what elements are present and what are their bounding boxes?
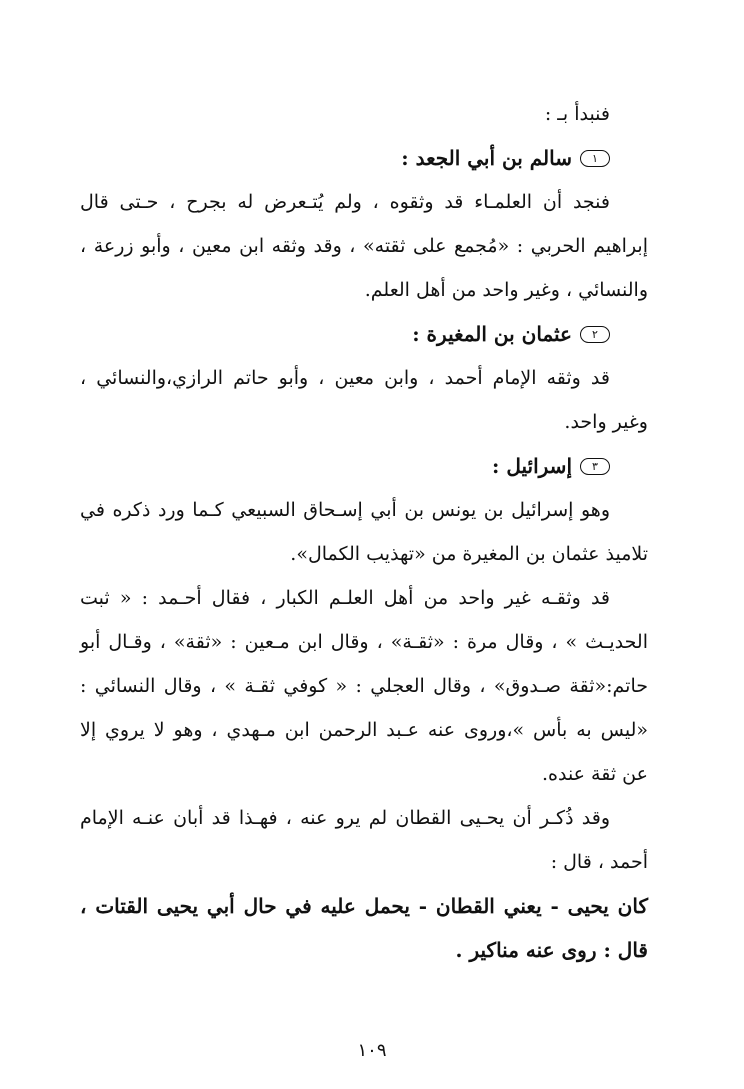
paragraph-line: «ليس به بأس »،وروى عنه عـبد الرحمن ابن مـهدي ، وهو لا يروي إلا (80, 719, 648, 741)
paragraph-line: أحمد ، قال : (550, 851, 648, 873)
section-heading-2 (80, 312, 648, 356)
section-title: سالم بن أبي الجعد : (401, 146, 572, 170)
quote-line: كان يحيى - يعني القطان - يحمل عليه في حال أبي يحيى القتات ، (80, 894, 648, 918)
page-number: ١٠٩ (357, 1040, 387, 1061)
section-number-badge: ٣ (580, 458, 610, 475)
paragraph-line: قد وثقـه غير واحد من أهل العلـم الكبار ، فقال أحـمد : « ثبت (80, 587, 610, 609)
paragraph-line: فنجد أن العلمـاء قد وثقوه ، ولم يُتـعرض له بجرح ، حـتى قال (80, 191, 610, 213)
paragraph-line: وهو إسرائيل بن يونس بن أبي إسـحاق السبيعي كـما ورد ذكره في (80, 499, 610, 521)
paragraph-line: وغير واحد. (564, 411, 648, 433)
section-heading-1 (80, 136, 648, 180)
paragraph-line: تلاميذ عثمان بن المغيرة من «تهذيب الكمال». (290, 543, 648, 565)
section-title: عثمان بن المغيرة : (412, 322, 572, 346)
paragraph-line: عن ثقة عنده. (541, 763, 648, 785)
body-text (80, 92, 648, 972)
quote-line: قال : روى عنه مناكير . (455, 938, 648, 962)
paragraph-line: وقد ذُكـر أن يحـيى القطان لم يرو عنه ، فهـذا قد أبان عنـه الإمام (80, 807, 610, 829)
paragraph-line: والنسائي ، وغير واحد من أهل العلم. (364, 279, 648, 301)
paragraph-line: الحديـث » ، وقال مرة : «ثقـة» ، وقال ابن مـعين : «ثقة» ، وقـال أبو (80, 631, 648, 653)
paragraph-line: إبراهيم الحربي : «مُجمع على ثقته» ، وقد وثقه ابن معين ، وأبو زرعة ، (80, 235, 648, 257)
section-number-badge: ١ (580, 150, 610, 167)
paragraph-line: قد وثقه الإمام أحمد ، وابن معين ، وأبو حاتم الرازي،والنسائي ، (80, 367, 610, 389)
paragraph-line: حاتم:«ثقة صـدوق» ، وقال العجلي : « كوفي ثقـة » ، وقال النسائي : (80, 675, 648, 697)
section-title: إسرائيل : (492, 454, 572, 478)
intro-line: فنبدأ بـ : (544, 103, 610, 125)
section-heading-3 (80, 444, 648, 488)
section-number-badge: ٢ (580, 326, 610, 343)
